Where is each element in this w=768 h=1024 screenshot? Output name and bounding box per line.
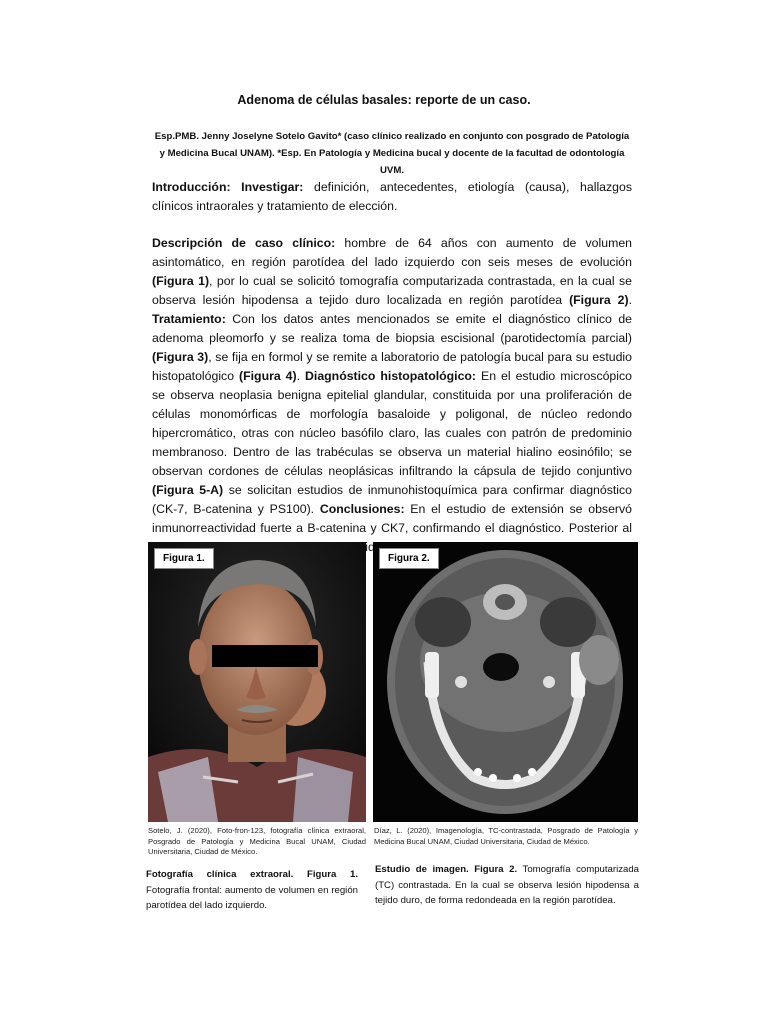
figure-ref-4: (Figura 4) [239, 369, 297, 383]
description-text-9: En el estudio de extensión se observó inmunorreactividad fuerte a B-catenina y CK7, confirmando el diagnóstico. Posterior al [152, 502, 632, 535]
figure-2-ct-image [373, 542, 638, 822]
description-text-8: se solicitan estudios de inmunohistoquímica para confirmar diagnóstico (CK-7, B-catenina y PS100). [152, 483, 632, 516]
intro-paragraph [152, 178, 632, 216]
description-text-7: En el estudio microscópico se observa neoplasia benigna epitelial glandular, constituida por una proliferación de células monomórficas de morfología basaloide y poligonal, de núcleo redondo hipercromático, otras con núcleo basófilo claro, las cuales con patrón de predominio membranoso. Dentro de las trabéculas se observa un material hialino eosinófilo; se observan cordones de células neoplásicas infiltrando la cápsula de tejido conjuntivo [152, 369, 632, 478]
treatment-label: Tratamiento: [152, 312, 226, 326]
figure-2-caption-text: Tomografía computarizada (TC) contrastada. En la cual se observa lesión hipodensa a tejido duro, de forma redondeada en la región parotídea. [375, 864, 640, 906]
author-info: Esp.PMB. Jenny Joselyne Sotelo Gavito* (caso clínico realizado en conjunto con posgrado de Patología y Medicina Bucal UNAM). *Esp. En Patología y Medicina bucal y docente de la facultad de odontología UVM. [154, 131, 630, 176]
figure-2-caption-title: Estudio de imagen. Figura 2. [375, 864, 518, 875]
description-label: Descripción de caso clínico: [152, 236, 336, 250]
figure-1-photo [148, 542, 366, 822]
page-title: Adenoma de células basales: reporte de un caso. [237, 93, 531, 107]
conclusions-label: Conclusiones: [319, 502, 405, 516]
figure-1-label: Figura 1. [154, 548, 214, 569]
figure-1-caption-title: Fotografía clínica extraoral. Figura 1. [146, 869, 358, 880]
intro-text: definición, antecedentes, etiología (causa), hallazgos clínicos intraorales y tratamiento de elección. [152, 180, 632, 214]
figure-ref-3: (Figura 3) [152, 350, 209, 364]
figure-1-caption-text: Fotografía frontal: aumento de volumen en región parotídea del lado izquierdo. [146, 884, 358, 911]
case-description-paragraph [152, 234, 632, 557]
figure-2-label: Figura 2. [379, 548, 439, 569]
description-text-3: . [628, 293, 632, 307]
description-text-6: . [296, 369, 306, 383]
figure-1-caption [146, 867, 358, 914]
patient-photo-illustration [148, 542, 366, 822]
figure-2-credit: Díaz, L. (2020), Imagenología, TC-contrastada, Posgrado de Patología y Medicina Bucal UNAM, Ciudad Universitaria, Ciudad de México. [374, 826, 638, 846]
figure-1-credit: Sotelo, J. (2020), Foto-fron-123, fotografía clínica extraoral, Posgrado de Patología y Medicina Bucal UNAM, Ciudad Universitaria, Ciudad de México. [148, 826, 366, 856]
figure-ref-2: (Figura 2) [569, 293, 629, 307]
ct-scan-illustration [373, 542, 638, 822]
description-text-5: , se fija en formol y se remite a laboratorio de patología bucal para su estudio histopatológico [152, 350, 632, 383]
description-text-4: Con los datos antes mencionados se emite el diagnóstico clínico de adenoma pleomorfo y se realiza toma de biopsia escisional (parotidectomía parcial) [152, 312, 632, 345]
figure-ref-5a: (Figura 5-A) [152, 483, 224, 497]
figure-ref-1: (Figura 1) [152, 274, 210, 288]
intro-label: Introducción: Investigar: [152, 180, 304, 194]
description-text-1: hombre de 64 años con aumento de volumen asintomático, en región parotídea del lado izquierdo con seis meses de evolución [152, 236, 633, 269]
description-text-2: , por lo cual se solicitó tomografía computarizada contrastada, en la cual se observa lesión hipodensa a tejido duro localizada en región parotídea [152, 274, 632, 307]
diagnosis-label: Diagnóstico histopatológico: [305, 369, 477, 383]
figure-2-caption [375, 862, 639, 909]
